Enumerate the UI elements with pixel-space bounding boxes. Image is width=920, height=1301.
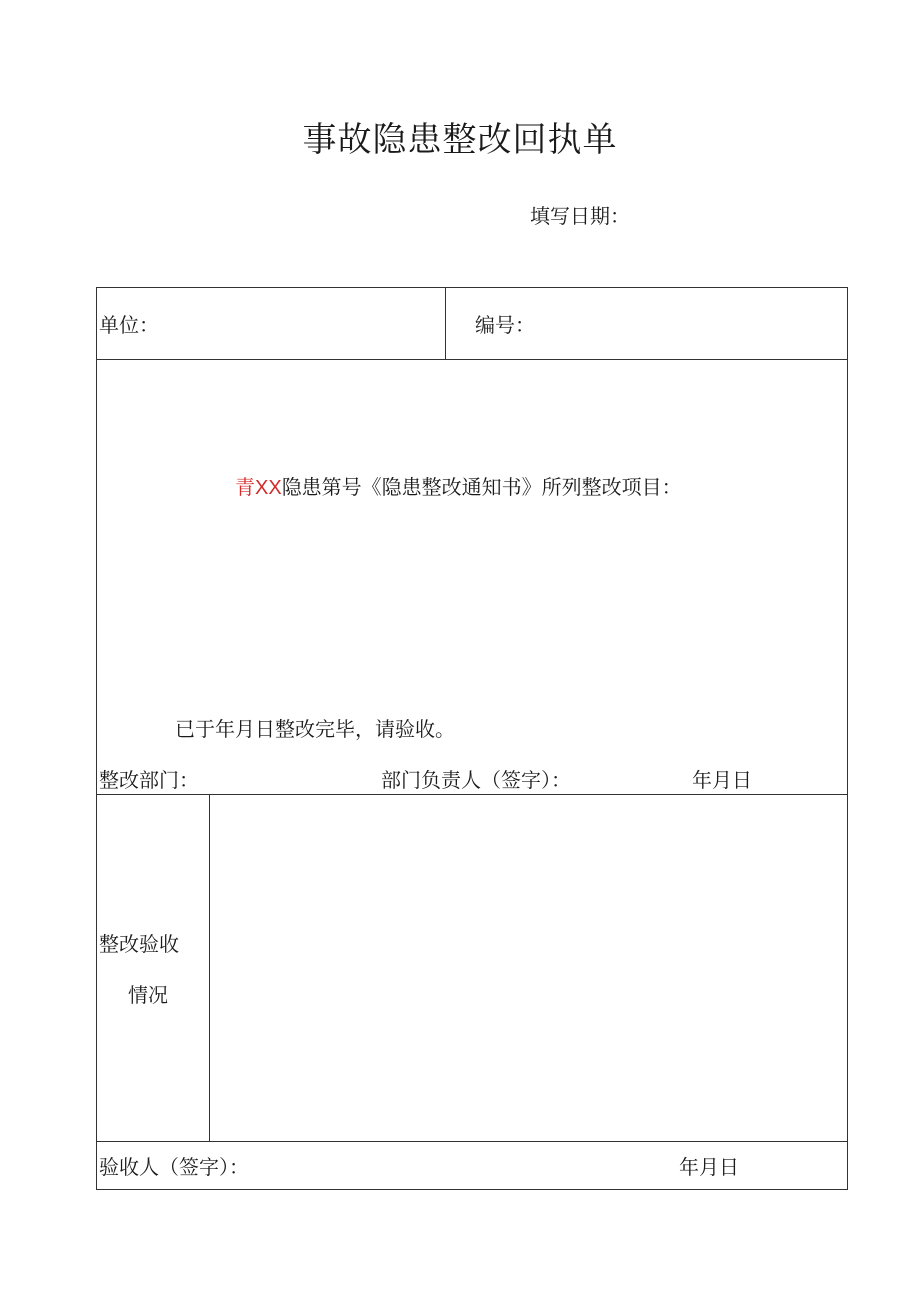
row-divider-acceptance [97,1141,847,1142]
row-divider-header [97,359,847,360]
fill-date-label: 填写日期： [530,204,630,228]
unit-label: 单位： [99,313,159,337]
acceptance-label-line1: 整改验收 [99,932,179,956]
department-date: 年月日 [692,768,752,792]
completion-text: 已于年月日整改完毕，请验收。 [175,717,455,741]
receipt-form [96,287,848,1190]
col-divider-acceptance [209,794,210,1141]
document-title: 事故隐患整改回执单 [302,120,618,160]
notice-text: 隐患第号《隐患整改通知书》所列整改项目： [281,475,682,499]
department-head-signature-label: 部门负责人（签字）： [381,768,571,792]
notice-code: XX [255,477,282,499]
col-divider-header [445,288,446,359]
rectify-department-label: 整改部门： [99,768,199,792]
notice-prefix: 青 [235,475,255,499]
acceptor-date: 年月日 [679,1155,739,1179]
acceptance-label-line2: 情况 [128,983,168,1007]
notice-line [235,473,682,502]
acceptor-signature-label: 验收人（签字）： [99,1155,249,1179]
number-label: 编号： [475,313,535,337]
